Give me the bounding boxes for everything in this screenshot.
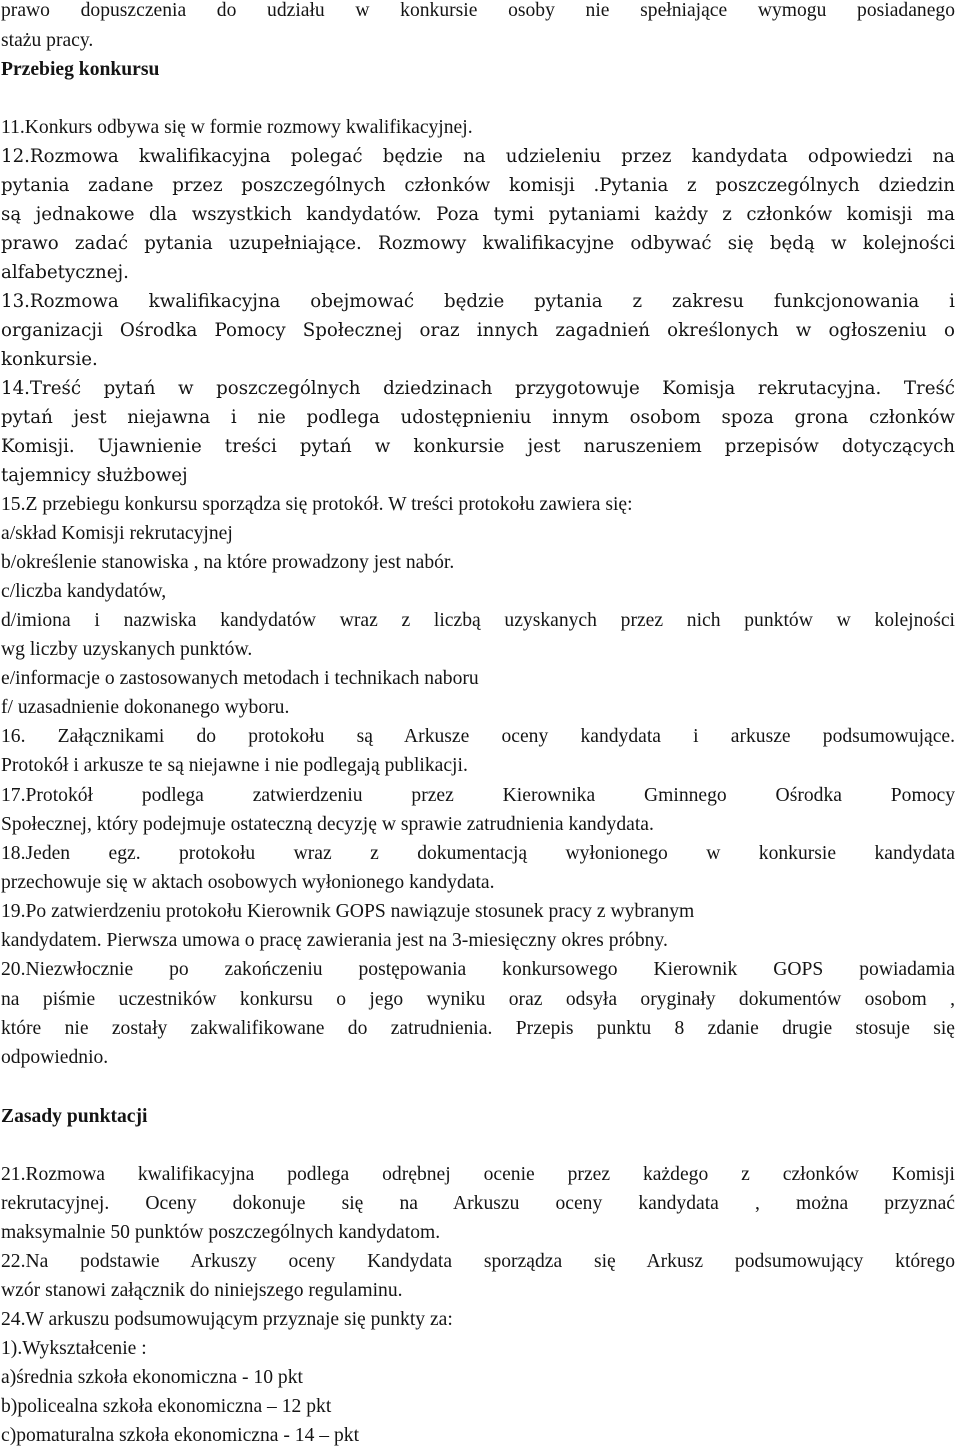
text: alfabetycznej. xyxy=(1,262,129,283)
text: kandydatem. Pierwsza umowa o pracę zawierania jest na 3-miesięczny okres próbny. xyxy=(1,930,668,951)
text: prawo dopuszczenia do udziału w konkursie osoby nie spełniające wymogu posiadanego xyxy=(1,0,955,21)
paragraph-line xyxy=(1,287,955,317)
text: e/informacje o zastosowanych metodach i technikach naboru xyxy=(1,668,479,689)
text: 13.Rozmowa kwalifikacyjna obejmować będzie pytania z zakresu funkcjonowania i xyxy=(1,291,955,312)
paragraph-line xyxy=(1,1160,955,1190)
paragraph-line xyxy=(1,897,694,927)
text: Przebieg konkursu xyxy=(1,59,160,80)
paragraph-line xyxy=(1,432,955,462)
text: które nie zostały zakwalifikowane do zatrudnienia. Przepis punktu 8 zdanie drugie stosuje się xyxy=(1,1018,955,1039)
paragraph-line xyxy=(1,1218,440,1248)
list-item xyxy=(1,1392,331,1422)
list-item xyxy=(1,548,454,578)
text: tajemnicy służbowej xyxy=(1,465,188,486)
paragraph-line xyxy=(1,345,98,375)
text: odpowiednio. xyxy=(1,1047,109,1068)
paragraph-line xyxy=(1,374,955,404)
text: 22.Na podstawie Arkuszy oceny Kandydata sporządza się Arkusz podsumowujący którego xyxy=(1,1251,955,1272)
text: 1).Wykształcenie : xyxy=(1,1338,147,1359)
text: b/określenie stanowiska , na które prowadzony jest nabór. xyxy=(1,552,455,573)
text: Poza tymi pytaniami każdy z członków komisji ma xyxy=(421,204,955,225)
text: 19.Po zatwierdzeniu protokołu Kierownik GOPS nawiązuje stosunek pracy z wybranym xyxy=(1,901,695,922)
text: organizacji Ośrodka Pomocy Społecznej oraz innych zagadnień określonych w ogłoszeniu o xyxy=(1,320,955,341)
paragraph-line xyxy=(1,985,955,1015)
paragraph-line xyxy=(1,142,955,172)
text: 11.Konkurs odbywa się w formie rozmowy kwalifikacyjnej. xyxy=(1,117,473,138)
paragraph-line xyxy=(1,0,955,26)
text: b)policealna szkoła ekonomiczna – 12 pkt xyxy=(1,1396,332,1417)
text: 16. Załącznikami do protokołu są Arkusze oceny kandydata i arkusze podsumowujące. xyxy=(1,726,955,747)
text: 12.Rozmowa kwalifikacyjna polegać będzie na udzieleniu przez kandydata odpowiedzi na xyxy=(1,146,955,167)
paragraph-line xyxy=(1,955,955,985)
text: pytań jest niejawna i nie podlega udostępnieniu innym osobom spoza grona członków xyxy=(1,407,955,428)
text: pytania zadane przez poszczególnych członków komisji .Pytania z poszczególnych dziedzin xyxy=(1,175,955,196)
list-item xyxy=(1,606,955,636)
paragraph-line xyxy=(1,316,955,346)
list-item xyxy=(1,664,479,694)
paragraph-line xyxy=(1,839,955,869)
text: 21.Rozmowa kwalifikacyjna podlega odrębnej ocenie przez każdego z członków Komisji xyxy=(1,1164,955,1185)
list-item xyxy=(1,519,233,549)
text: Komisji. Ujawnienie treści pytań w konkursie jest naruszeniem przepisów dotyczących xyxy=(1,436,955,457)
text: Protokół i arkusze te są niejawne i nie podlegają publikacji. xyxy=(1,755,468,776)
text: 14.Treść pytań w poszczególnych dziedzinach przygotowuje Komisja rekrutacyjna. Treść xyxy=(1,378,955,399)
text: c)pomaturalna szkoła ekonomiczna - 14 – pkt xyxy=(1,1425,360,1446)
list-item xyxy=(1,693,289,723)
paragraph-line xyxy=(1,751,468,781)
list-item xyxy=(1,1363,303,1393)
text: 24.W arkuszu podsumowującym przyznaje się punkty za: xyxy=(1,1309,453,1330)
text: konkursie. xyxy=(1,349,98,370)
list-item xyxy=(1,635,252,665)
text: stażu pracy. xyxy=(1,30,94,51)
paragraph-line xyxy=(1,461,188,491)
list-item xyxy=(1,577,166,607)
text: rekrutacyjnej. Oceny dokonuje się na Arkuszu oceny kandydata , można przyznać xyxy=(1,1193,955,1214)
text: 18.Jeden egz. protokołu wraz z dokumentacją wyłonionego w konkursie kandydata xyxy=(1,843,955,864)
section-heading xyxy=(1,55,159,85)
text: f/ uzasadnienie dokonanego wyboru. xyxy=(1,697,290,718)
paragraph-line xyxy=(1,258,129,288)
text: wg liczby uzyskanych punktów. xyxy=(1,639,253,660)
text: wzór stanowi załącznik do niniejszego regulaminu. xyxy=(1,1280,403,1301)
text: maksymalnie 50 punktów poszczególnych kandydatom. xyxy=(1,1222,441,1243)
paragraph-line xyxy=(1,1305,453,1335)
paragraph-line xyxy=(1,113,473,143)
paragraph-line xyxy=(1,403,955,433)
section-heading xyxy=(1,1102,147,1132)
paragraph-line xyxy=(1,810,654,840)
text: c/liczba kandydatów, xyxy=(1,581,167,602)
paragraph-line xyxy=(1,722,955,752)
text: Społecznej, który podejmuje ostateczną decyzję w sprawie zatrudnienia kandydata. xyxy=(1,814,654,835)
paragraph-line xyxy=(1,1014,955,1044)
text: przechowuje się w aktach osobowych wyłonionego kandydata. xyxy=(1,872,495,893)
text: a/skład Komisji rekrutacyjnej xyxy=(1,523,233,544)
text: 20.Niezwłocznie po zakończeniu postępowania konkursowego Kierownik GOPS powiadamia xyxy=(1,959,955,980)
paragraph-line xyxy=(1,926,668,956)
text: prawo zadać pytania uzupełniające. xyxy=(1,233,362,254)
paragraph-line xyxy=(1,171,955,201)
paragraph-line xyxy=(1,1043,108,1073)
text: d/imiona i nazwiska kandydatów wraz z liczbą uzyskanych przez nich punktów w kolejności xyxy=(1,610,955,631)
paragraph-line xyxy=(1,1189,955,1219)
text: Rozmowy kwalifikacyjne odbywać się będą w kolejności xyxy=(361,233,955,254)
text: a)średnia szkoła ekonomiczna - 10 pkt xyxy=(1,1367,303,1388)
paragraph-line xyxy=(1,26,93,56)
list-item xyxy=(1,1421,359,1451)
paragraph-line xyxy=(1,781,955,811)
text: 15.Z przebiegu konkursu sporządza się protokół. W treści protokołu zawiera się: xyxy=(1,494,633,515)
text: 17.Protokół podlega zatwierdzeniu przez Kierownika Gminnego Ośrodka Pomocy xyxy=(1,785,955,806)
paragraph-line xyxy=(1,1247,955,1277)
paragraph-line xyxy=(1,200,955,230)
paragraph-line xyxy=(1,1276,403,1306)
paragraph-line xyxy=(1,490,633,520)
paragraph-line xyxy=(1,229,955,259)
text: są jednakowe dla wszystkich kandydatów. xyxy=(1,204,422,225)
text: Zasady punktacji xyxy=(1,1106,148,1127)
list-item xyxy=(1,1334,147,1364)
paragraph-line xyxy=(1,868,495,898)
text: na piśmie uczestników konkursu o jego wyniku oraz odsyła oryginały dokumentów osobom , xyxy=(1,989,955,1010)
